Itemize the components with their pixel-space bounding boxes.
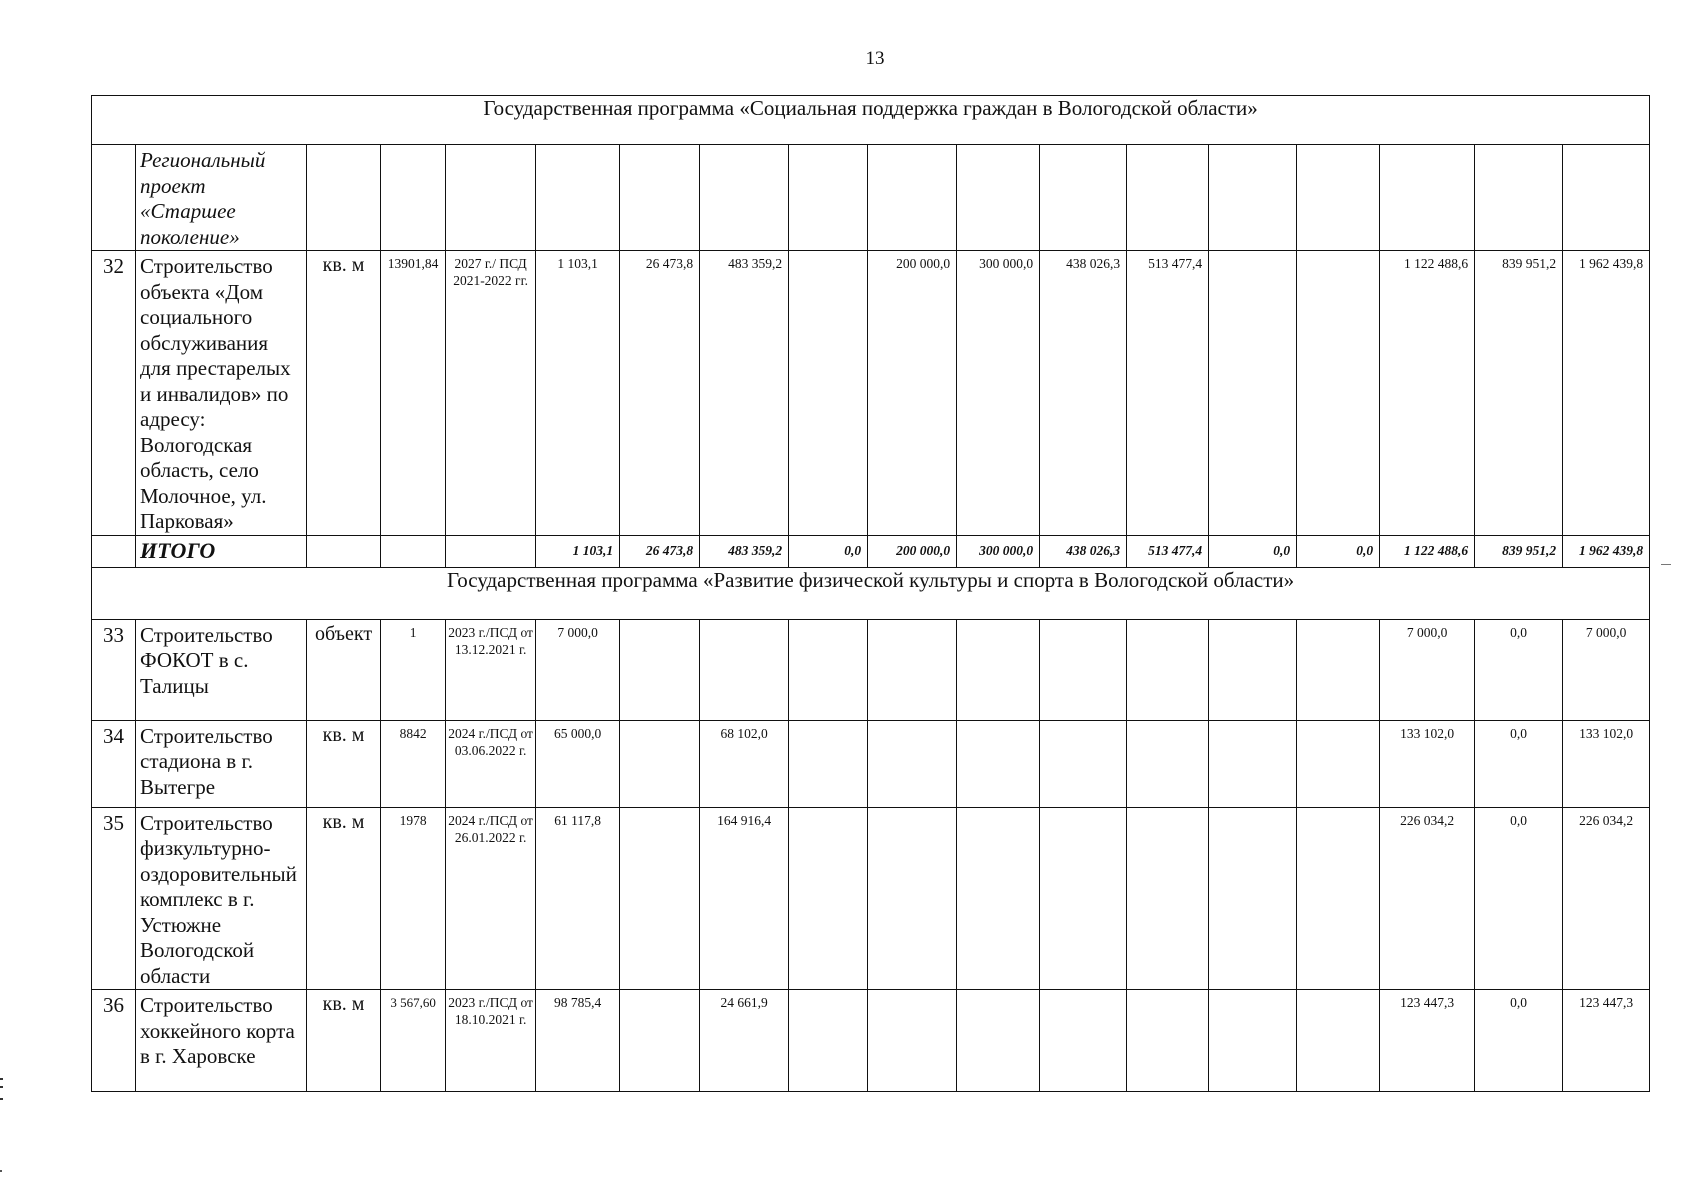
- value-cell: 61 117,8: [536, 807, 620, 990]
- table-row: [92, 990, 1650, 1092]
- total-value: 1 103,1: [536, 535, 620, 567]
- empty-cell: [307, 535, 381, 567]
- empty-cell: [1297, 145, 1380, 251]
- empty-cell: [446, 145, 536, 251]
- regional-project-label: Региональный проект «Старшее поколение»: [136, 145, 307, 251]
- table-row: [92, 720, 1650, 807]
- capacity: 13901,84: [381, 251, 446, 536]
- total-value: 300 000,0: [957, 535, 1040, 567]
- empty-cell: [1209, 145, 1297, 251]
- value-cell: [620, 807, 700, 990]
- total-row: [92, 535, 1650, 567]
- value-cell: 438 026,3: [1040, 251, 1127, 536]
- value-cell: 200 000,0: [868, 251, 957, 536]
- row-number: 35: [92, 807, 136, 990]
- value-cell: 0,0: [1475, 720, 1563, 807]
- value-cell: [1127, 720, 1209, 807]
- unit: кв. м: [307, 990, 381, 1092]
- value-cell: 24 661,9: [700, 990, 789, 1092]
- capacity: 3 567,60: [381, 990, 446, 1092]
- row-number: 33: [92, 619, 136, 720]
- row-number: 36: [92, 990, 136, 1092]
- dates: 2023 г./ПСД от 18.10.2021 г.: [446, 990, 536, 1092]
- value-cell: [1040, 619, 1127, 720]
- value-cell: [620, 619, 700, 720]
- value-cell: [1297, 720, 1380, 807]
- dates: 2023 г./ПСД от 13.12.2021 г.: [446, 619, 536, 720]
- empty-cell: [1563, 145, 1650, 251]
- value-cell: [1209, 807, 1297, 990]
- value-cell: [868, 720, 957, 807]
- empty-cell: [1380, 145, 1475, 251]
- total-value: 26 473,8: [620, 535, 700, 567]
- value-cell: 133 102,0: [1563, 720, 1650, 807]
- value-cell: [620, 990, 700, 1092]
- unit: кв. м: [307, 720, 381, 807]
- value-cell: [1209, 720, 1297, 807]
- total-value: 0,0: [1209, 535, 1297, 567]
- value-cell: 68 102,0: [700, 720, 789, 807]
- empty-cell: [307, 145, 381, 251]
- program-title: Государственная программа «Социальная поддержка граждан в Вологодской области»: [92, 96, 1650, 145]
- total-label: ИТОГО: [136, 535, 307, 567]
- total-value: 438 026,3: [1040, 535, 1127, 567]
- value-cell: [789, 720, 868, 807]
- value-cell: [1297, 619, 1380, 720]
- value-cell: 123 447,3: [1380, 990, 1475, 1092]
- dates: 2027 г./ ПСД 2021-2022 гг.: [446, 251, 536, 536]
- value-cell: 98 785,4: [536, 990, 620, 1092]
- scan-dot: [0, 1170, 2, 1172]
- table-row: [92, 807, 1650, 990]
- value-cell: [1040, 807, 1127, 990]
- dates: 2024 г./ПСД от 26.01.2022 г.: [446, 807, 536, 990]
- row-number: 34: [92, 720, 136, 807]
- object-name: Строительство ФОКОТ в с. Талицы: [136, 619, 307, 720]
- value-cell: 164 916,4: [700, 807, 789, 990]
- value-cell: 1 103,1: [536, 251, 620, 536]
- value-cell: 7 000,0: [536, 619, 620, 720]
- page-number: 13: [865, 48, 885, 69]
- value-cell: 226 034,2: [1380, 807, 1475, 990]
- dates: 2024 г./ПСД от 03.06.2022 г.: [446, 720, 536, 807]
- program-title-row: [92, 567, 1650, 619]
- empty-cell: [1475, 145, 1563, 251]
- value-cell: [789, 990, 868, 1092]
- value-cell: [1209, 619, 1297, 720]
- value-cell: 0,0: [1475, 619, 1563, 720]
- value-cell: [1127, 990, 1209, 1092]
- total-value: 513 477,4: [1127, 535, 1209, 567]
- value-cell: [1040, 720, 1127, 807]
- value-cell: 513 477,4: [1127, 251, 1209, 536]
- investment-table: [91, 95, 1650, 1092]
- total-value: 1 962 439,8: [1563, 535, 1650, 567]
- value-cell: [1297, 251, 1380, 536]
- object-name: Строительство объекта «Дом социального обслуживания для престарелых и инвалидов» по адресу: Вологодская область, село Молочное, ул. Парковая»: [136, 251, 307, 536]
- empty-cell: [957, 145, 1040, 251]
- program-title-row: [92, 96, 1650, 145]
- value-cell: [1127, 807, 1209, 990]
- empty-cell: [446, 535, 536, 567]
- value-cell: [868, 990, 957, 1092]
- empty-cell: [92, 535, 136, 567]
- object-name: Строительство физкультурно-оздоровительный комплекс в г. Устюжне Вологодской области: [136, 807, 307, 990]
- empty-cell: [700, 145, 789, 251]
- empty-cell: [381, 535, 446, 567]
- empty-cell: [620, 145, 700, 251]
- scan-mark: [1661, 564, 1671, 565]
- object-name: Строительство стадиона в г. Вытегре: [136, 720, 307, 807]
- table-row: [92, 619, 1650, 720]
- scan-edge-mark: [0, 1078, 3, 1100]
- empty-cell: [868, 145, 957, 251]
- total-value: 1 122 488,6: [1380, 535, 1475, 567]
- value-cell: [1297, 990, 1380, 1092]
- value-cell: 0,0: [1475, 990, 1563, 1092]
- value-cell: [1209, 251, 1297, 536]
- value-cell: 839 951,2: [1475, 251, 1563, 536]
- value-cell: [1127, 619, 1209, 720]
- program-title: Государственная программа «Развитие физической культуры и спорта в Вологодской области»: [92, 567, 1650, 619]
- value-cell: [789, 251, 868, 536]
- empty-cell: [1040, 145, 1127, 251]
- value-cell: [868, 619, 957, 720]
- value-cell: 226 034,2: [1563, 807, 1650, 990]
- object-name: Строительство хоккейного корта в г. Харовске: [136, 990, 307, 1092]
- value-cell: 300 000,0: [957, 251, 1040, 536]
- unit: кв. м: [307, 251, 381, 536]
- value-cell: [1040, 990, 1127, 1092]
- unit: объект: [307, 619, 381, 720]
- value-cell: 1 962 439,8: [1563, 251, 1650, 536]
- value-cell: 65 000,0: [536, 720, 620, 807]
- value-cell: 483 359,2: [700, 251, 789, 536]
- value-cell: [957, 619, 1040, 720]
- value-cell: 26 473,8: [620, 251, 700, 536]
- value-cell: 123 447,3: [1563, 990, 1650, 1092]
- value-cell: 7 000,0: [1380, 619, 1475, 720]
- table-row: [92, 251, 1650, 536]
- capacity: 8842: [381, 720, 446, 807]
- value-cell: 7 000,0: [1563, 619, 1650, 720]
- empty-cell: [789, 145, 868, 251]
- empty-cell: [1127, 145, 1209, 251]
- unit: кв. м: [307, 807, 381, 990]
- total-value: 0,0: [789, 535, 868, 567]
- value-cell: [868, 807, 957, 990]
- value-cell: 0,0: [1475, 807, 1563, 990]
- row-number: 32: [92, 251, 136, 536]
- value-cell: 133 102,0: [1380, 720, 1475, 807]
- capacity: 1978: [381, 807, 446, 990]
- value-cell: [957, 720, 1040, 807]
- value-cell: [789, 619, 868, 720]
- total-value: 839 951,2: [1475, 535, 1563, 567]
- value-cell: [1297, 807, 1380, 990]
- empty-cell: [381, 145, 446, 251]
- value-cell: [1209, 990, 1297, 1092]
- value-cell: [620, 720, 700, 807]
- total-value: 200 000,0: [868, 535, 957, 567]
- total-value: 483 359,2: [700, 535, 789, 567]
- empty-cell: [92, 145, 136, 251]
- total-value: 0,0: [1297, 535, 1380, 567]
- value-cell: [957, 990, 1040, 1092]
- value-cell: 1 122 488,6: [1380, 251, 1475, 536]
- capacity: 1: [381, 619, 446, 720]
- empty-cell: [536, 145, 620, 251]
- value-cell: [789, 807, 868, 990]
- value-cell: [700, 619, 789, 720]
- subheader-row: [92, 145, 1650, 251]
- value-cell: [957, 807, 1040, 990]
